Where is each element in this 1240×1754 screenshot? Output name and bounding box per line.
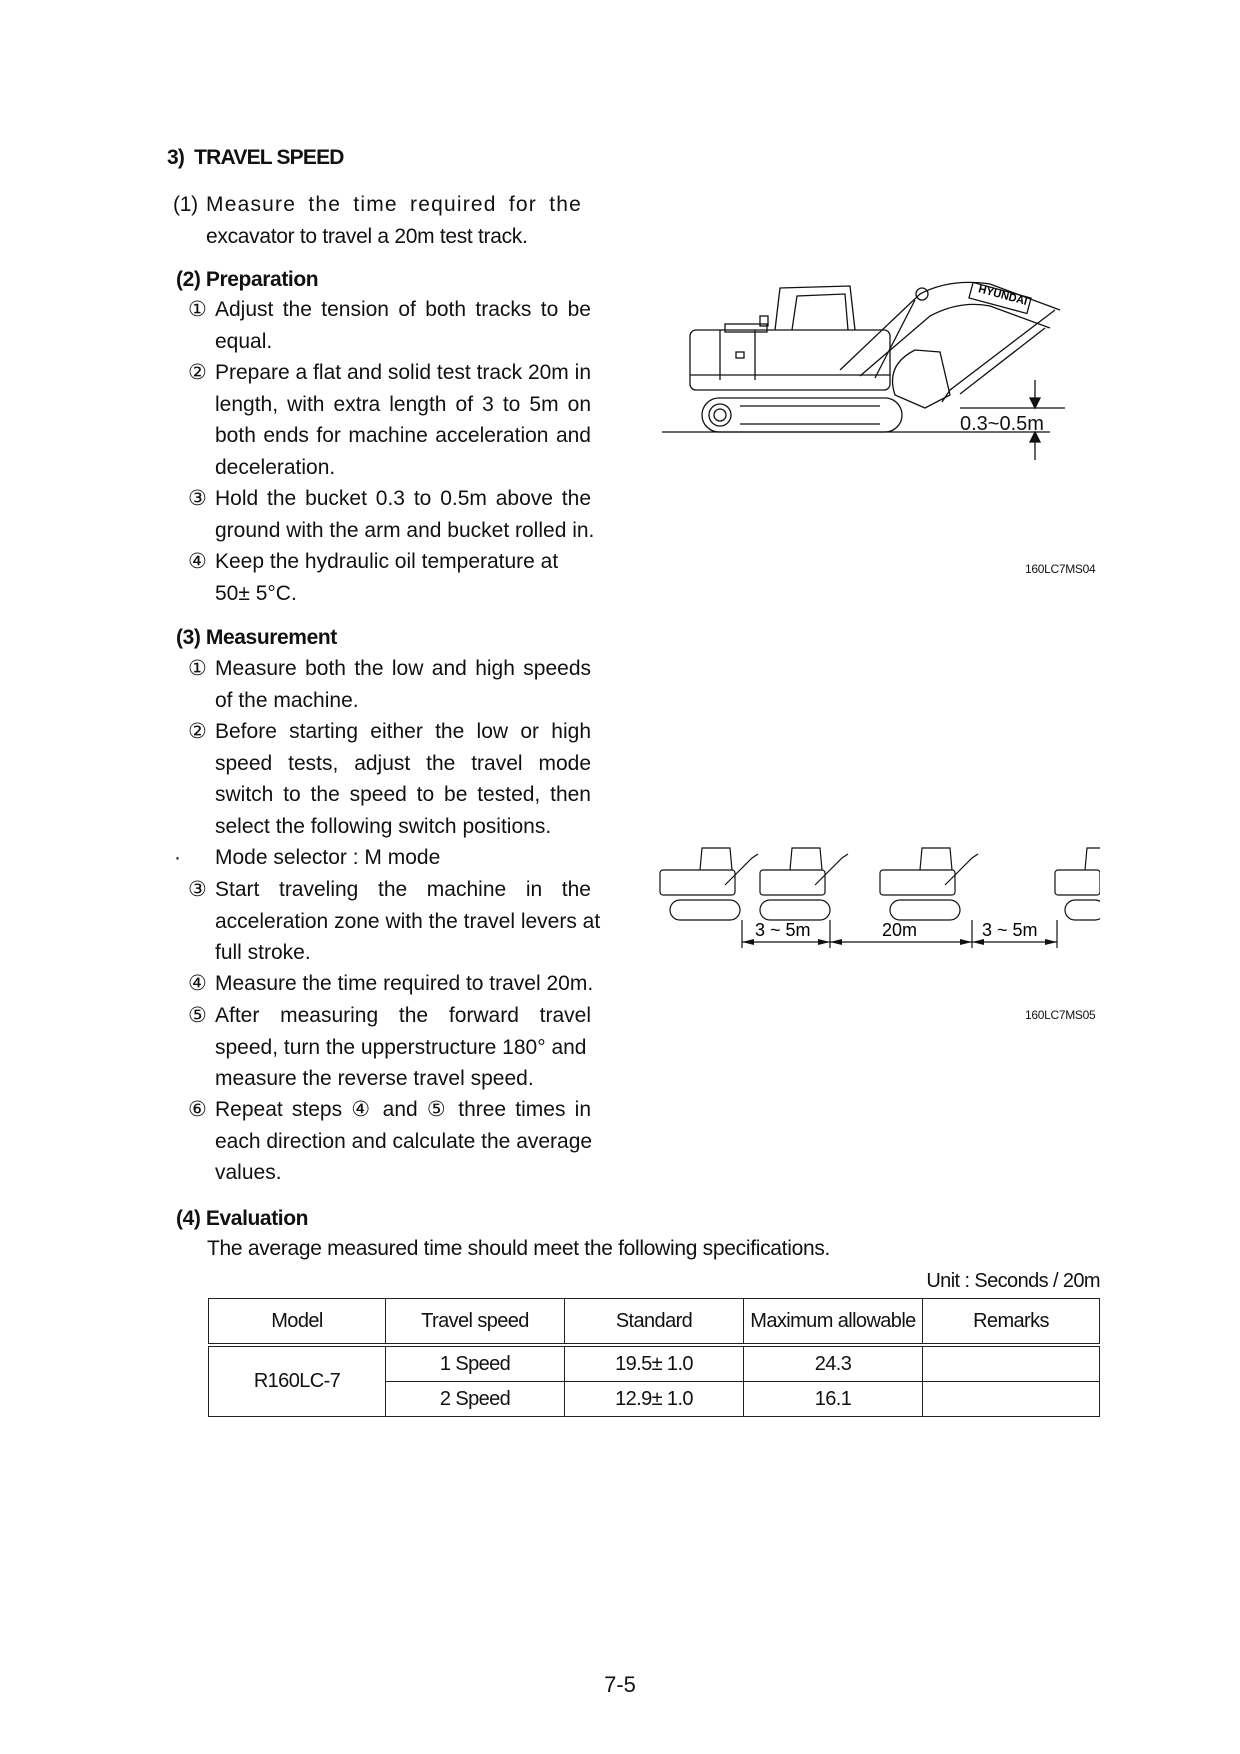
header-standard: Standard <box>565 1299 744 1346</box>
step-line: 50± 5°C. <box>215 581 297 605</box>
section-title-text: TRAVEL SPEED <box>194 146 344 169</box>
step-line: Measure both the low and high speeds <box>215 657 591 680</box>
step-line: each direction and calculate the average <box>215 1129 593 1153</box>
cell-standard: 19.5± 1.0 <box>565 1345 744 1382</box>
bullet-marker: · <box>174 846 181 869</box>
step-marker: ⑥ <box>188 1098 207 1121</box>
cell-standard: 12.9± 1.0 <box>565 1382 744 1417</box>
cell-model: R160LC-7 <box>209 1345 386 1417</box>
step-marker: ③ <box>188 878 207 901</box>
step-line: deceleration. <box>215 455 336 479</box>
cell-remarks <box>923 1382 1100 1417</box>
cell-max: 16.1 <box>744 1382 923 1417</box>
figure-label-1: 160LC7MS04 <box>1025 562 1096 576</box>
step-line: of the machine. <box>215 688 359 712</box>
step-line: Keep the hydraulic oil temperature at <box>215 550 559 573</box>
accel-zone-dimension: 3 ~ 5m <box>755 920 811 940</box>
header-remarks: Remarks <box>923 1299 1100 1346</box>
page-number: 7-5 <box>604 1672 636 1697</box>
decel-zone-dimension: 3 ~ 5m <box>982 920 1038 940</box>
step-line: select the following switch positions. <box>215 814 552 838</box>
test-zone-dimension: 20m <box>882 920 918 940</box>
section-number: 3) <box>167 146 185 169</box>
step-marker: ① <box>188 298 207 321</box>
step-line: Prepare a flat and solid test track 20m in <box>215 361 591 384</box>
step-line: Start traveling the machine in the <box>215 878 591 901</box>
excavator-side-drawing-icon <box>650 270 1100 470</box>
step-line: measure the reverse travel speed. <box>215 1067 534 1090</box>
figure-label-2: 160LC7MS05 <box>1025 1008 1096 1022</box>
evaluation-heading: (4) Evaluation <box>176 1207 309 1230</box>
step-line: length, with extra length of 3 to 5m on <box>215 392 591 416</box>
step-line: full stroke. <box>215 941 311 964</box>
step-marker: ③ <box>188 487 207 510</box>
step-line: speed, turn the upperstructure 180° and <box>215 1035 587 1059</box>
intro-line: excavator to travel a 20m test track. <box>206 224 528 248</box>
step-line: Hold the bucket 0.3 to 0.5m above the <box>215 487 591 510</box>
cell-speed: 1 Speed <box>386 1345 565 1382</box>
step-line: values. <box>215 1161 282 1184</box>
header-model: Model <box>209 1299 386 1346</box>
intro-line: Measure the time required for the <box>206 193 582 216</box>
header-travel-speed: Travel speed <box>386 1299 565 1346</box>
unit-label: Unit : Seconds / 20m <box>926 1270 1100 1292</box>
step-marker: ⑤ <box>188 1004 207 1027</box>
step-line: ground with the arm and bucket rolled in. <box>215 518 595 542</box>
excavator-side-figure <box>650 270 1100 470</box>
step-line: Repeat steps ④ and ⑤ three times in <box>215 1098 591 1121</box>
step-line: Before starting either the low or high <box>215 720 591 743</box>
step-line: acceleration zone with the travel levers at <box>215 909 601 933</box>
header-max-allowable: Maximum allowable <box>744 1299 923 1346</box>
step-line: switch to the speed to be tested, then <box>215 783 591 806</box>
measurement-heading: (3) Measurement <box>176 626 337 649</box>
evaluation-text: The average measured time should meet the following specifications. <box>207 1237 831 1260</box>
step-marker: ② <box>188 361 207 384</box>
preparation-heading: (2) Preparation <box>176 268 319 291</box>
step-marker: ② <box>188 720 207 743</box>
step-marker: ④ <box>188 972 207 995</box>
step-marker: ④ <box>188 550 207 573</box>
step-marker: ① <box>188 657 207 680</box>
step-line: After measuring the forward travel <box>215 1004 591 1027</box>
table-header-row <box>209 1299 1100 1346</box>
table-row <box>209 1345 1100 1382</box>
intro-number: (1) <box>173 193 198 216</box>
step-line: equal. <box>215 329 273 353</box>
intro-paragraph <box>206 189 582 252</box>
cell-speed: 2 Speed <box>386 1382 565 1417</box>
test-track-drawing-icon <box>650 830 1100 950</box>
test-track-figure <box>650 830 1100 950</box>
cell-max: 24.3 <box>744 1345 923 1382</box>
step-line: both ends for machine acceleration and <box>215 424 591 447</box>
bucket-height-dimension: 0.3~0.5m <box>960 413 1044 435</box>
step-line: Measure the time required to travel 20m. <box>215 972 594 995</box>
spec-table <box>208 1298 1100 1417</box>
cell-remarks <box>923 1345 1100 1382</box>
step-line: Mode selector : M mode <box>215 846 441 869</box>
step-line: speed tests, adjust the travel mode <box>215 751 591 775</box>
brand-text: HYUNDAI <box>977 283 1029 308</box>
step-line: Adjust the tension of both tracks to be <box>215 298 591 321</box>
section-title <box>167 146 344 170</box>
